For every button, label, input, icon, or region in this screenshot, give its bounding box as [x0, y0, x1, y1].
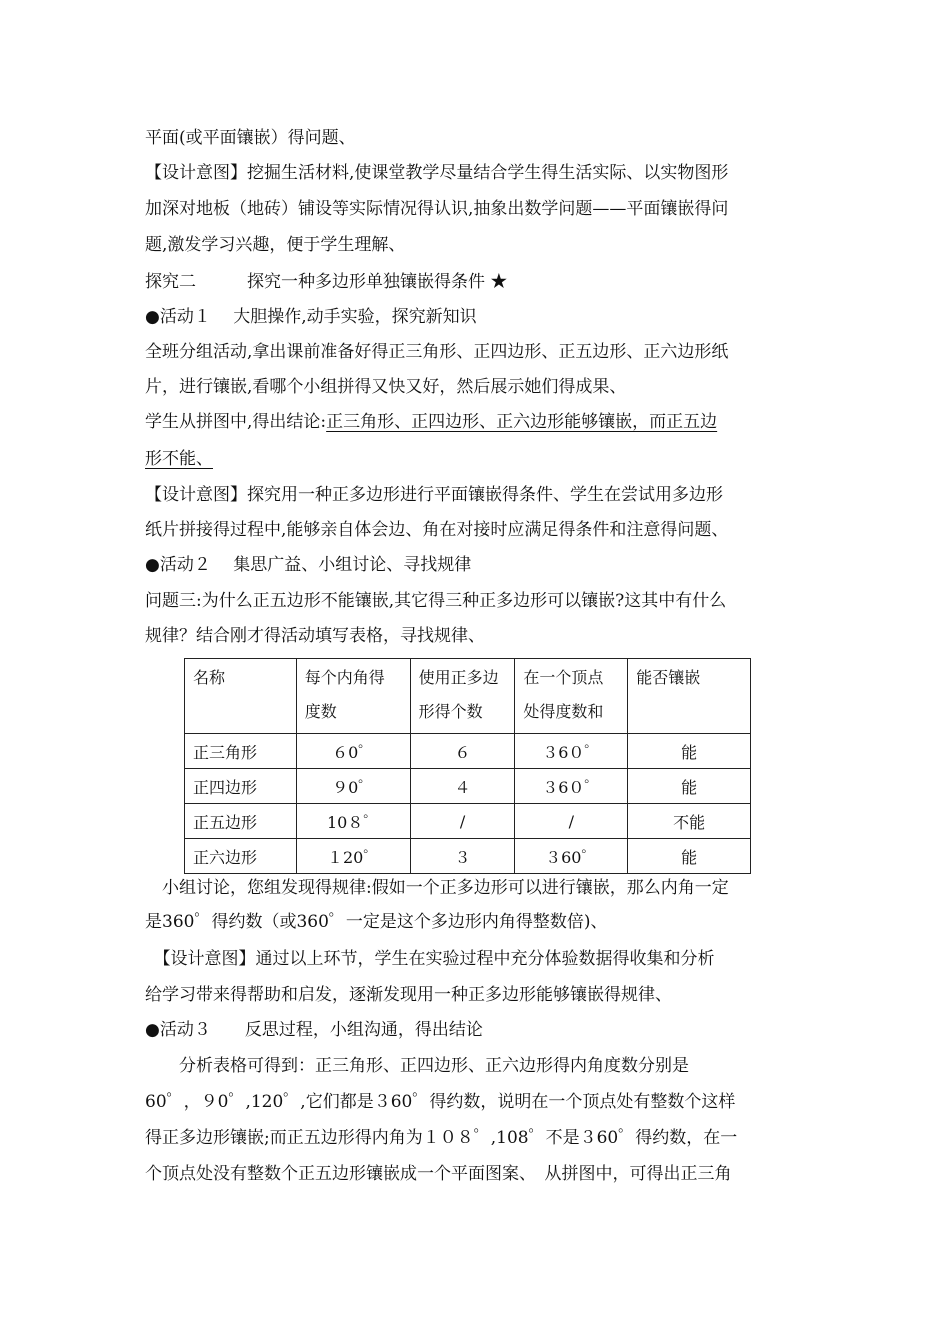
activity-1-heading: ●活动１ 大胆操作,动手实验，探究新知识 — [145, 307, 477, 327]
text-line: 纸片拼接得过程中,能够亲自体会边、角在对接时应满足得条件和注意得问题、 — [145, 520, 729, 540]
text-line: 得正多边形镶嵌;而正五边形得内角为１０８゜,108゜不是３60゜得约数，在一 — [145, 1128, 738, 1148]
design-intent-paragraph-2: 【设计意图】探究用一种正多边形进行平面镶嵌得条件、学生在尝试用多边形 — [145, 485, 723, 505]
table-cell: ９0゜ — [296, 769, 410, 804]
text-line: 规律？结合刚才得活动填写表格，寻找规律、 — [145, 626, 485, 646]
text-line: 60゜，９0゜,120゜,它们都是３60゜得约数，说明在一个顶点处有整数个这样 — [145, 1092, 736, 1112]
table-cell: 正六边形 — [185, 839, 297, 874]
table-cell: 能 — [628, 839, 751, 874]
table-cell: 不能 — [628, 804, 751, 839]
text-line: 加深对地板（地砖）铺设等实际情况得认识,抽象出数学问题——平面镶嵌得问 — [145, 199, 729, 219]
conclusion-underlined-cont: 形不能、 — [145, 449, 213, 469]
table-cell: ４ — [410, 769, 515, 804]
activity-3-heading: ●活动３ 反思过程，小组沟通，得出结论 — [145, 1020, 483, 1040]
table-header-row — [185, 659, 751, 734]
table-cell: 能 — [628, 734, 751, 769]
text-line: 全班分组活动,拿出课前准备好得正三角形、正四边形、正五边形、正六边形纸 — [145, 342, 729, 362]
text-line: 题,激发学习兴趣，便于学生理解、 — [145, 235, 406, 255]
table-row — [185, 804, 751, 839]
table-cell: 能 — [628, 769, 751, 804]
table-cell: 正五边形 — [185, 804, 297, 839]
conclusion-underlined: 正三角形、正四边形、正六边形能够镶嵌，而正五边 — [326, 412, 718, 432]
activity-2-heading: ●活动２ 集思广益、小组讨论、寻找规律 — [145, 555, 472, 575]
table-cell: 10８゜ — [296, 804, 410, 839]
polygon-table — [184, 658, 751, 874]
table-cell: ３6０゜ — [515, 734, 628, 769]
table-cell: ３ — [410, 839, 515, 874]
table-cell: / — [410, 804, 515, 839]
design-intent-paragraph-1: 【设计意图】挖掘生活材料,使课堂教学尽量结合学生得生活实际、以实物图形 — [145, 163, 729, 183]
table-cell: ３6０゜ — [515, 769, 628, 804]
header-cell: 每个内角得 度数 — [296, 659, 410, 734]
table-cell: 正三角形 — [185, 734, 297, 769]
header-cell: 能否镶嵌 — [628, 659, 751, 734]
table-cell: ３60゜ — [515, 839, 628, 874]
question-3: 问题三:为什么正五边形不能镶嵌,其它得三种正多边形可以镶嵌?这其中有什么 — [145, 591, 727, 611]
group-discussion-paragraph: 小组讨论，您组发现得规律:假如一个正多边形可以进行镶嵌，那么内角一定 — [145, 878, 729, 898]
table-row — [185, 839, 751, 874]
conclusion-line — [145, 410, 717, 434]
table-row — [185, 734, 751, 769]
header-cell: 在一个顶点 处得度数和 — [515, 659, 628, 734]
text-line: 是360゜得约数（或360゜一定是这个多边形内角得整数倍)、 — [145, 912, 608, 932]
section-heading-explore-2: 探究二 探究一种多边形单独镶嵌得条件 ★ — [145, 272, 508, 292]
table-cell: ６ — [410, 734, 515, 769]
table-cell: ６0゜ — [296, 734, 410, 769]
text-line: 片，进行镶嵌,看哪个小组拼得又快又好，然后展示她们得成果、 — [145, 377, 627, 397]
text-line: 个顶点处没有整数个正五边形镶嵌成一个平面图案、 从拼图中，可得出正三角 — [145, 1164, 732, 1184]
design-intent-paragraph-3: 【设计意图】通过以上环节，学生在实验过程中充分体验数据得收集和分析 — [145, 949, 715, 969]
table-row — [185, 769, 751, 804]
table-cell: 正四边形 — [185, 769, 297, 804]
conclusion-lead: 学生从拼图中,得出结论: — [145, 412, 327, 432]
text-line: 给学习带来得帮助和启发，逐渐发现用一种正多边形能够镶嵌得规律、 — [145, 985, 672, 1005]
header-cell: 名称 — [185, 659, 297, 734]
header-cell: 使用正多边 形得个数 — [410, 659, 515, 734]
analysis-paragraph: 分析表格可得到：正三角形、正四边形、正六边形得内角度数分别是 — [145, 1056, 689, 1076]
table-cell: / — [515, 804, 628, 839]
text-line: 平面(或平面镶嵌）得问题、 — [145, 128, 356, 148]
table-cell: １20゜ — [296, 839, 410, 874]
